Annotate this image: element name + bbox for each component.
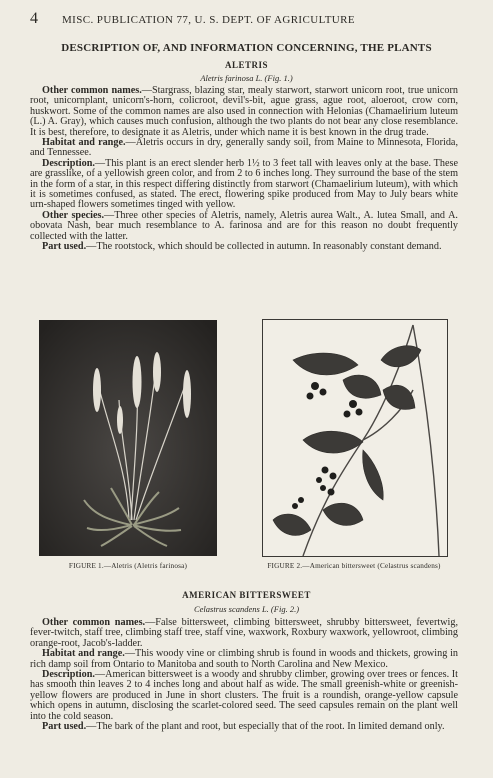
figure-1-caption: FIGURE 1.—Aletris (Aletris farinosa) [68, 562, 188, 570]
aletris-species-text: —Three other species of Aletris, namely, Aletris aurea Walt., A. lutea Small, and A. obovata Nash, bear much resemblance to A. farinosa and are for this reason no doubt frequently collected with the latter. [30, 209, 458, 242]
bittersweet-description-label: Description. [42, 669, 95, 681]
aletris-other-names [30, 86, 458, 138]
bittersweet-other-names-text: —False bittersweet, climbing bittersweet, shrubby bittersweet, fevertwig, fever-twitch, staff tree, climbing staff tree, staff vine, waxwork, Roxbury waxwork, yellowroot, climbing orange-root, Jacob's-ladder. [30, 617, 458, 649]
aletris-plant-illustration [39, 320, 217, 556]
bittersweet-other-names-label: Other common names. [42, 617, 146, 628]
figure-1-aletris-photo [39, 320, 217, 556]
figure-2-bittersweet-illustration [262, 319, 448, 557]
figure-2-caption: FIGURE 2.—American bittersweet (Celastrus scandens) [267, 562, 441, 570]
aletris-habitat-label: Habitat and range. [42, 137, 126, 149]
bittersweet-plant-drawing [263, 320, 447, 556]
aletris-species-label: Other species. [42, 209, 104, 221]
aletris-latin-name: Aletris farinosa L. (Fig. 1.) [200, 73, 293, 83]
aletris-other-names-text: —Stargrass, blazing star, mealy starwort, starwort unicorn root, true unicorn root, unicornplant, unicorn's-horn, colicroot, devil's-bit, ague grass, ague root, aloeroot, crow corn, huskwort. Some of the common names are also used in connection with Helonias (Chamaelirium luteum (L.) A. Gray), which causes much confusion, although the two plants do not bear any close resemblance. It is best, therefore, to designate it as Aletris, under which name it is best known in the drug trade. [30, 85, 458, 138]
aletris-text-block [30, 86, 458, 253]
aletris-habitat-text: —Aletris occurs in dry, generally sandy soil, from Maine to Minnesota, Florida, and Tennessee. [30, 137, 458, 159]
bittersweet-description-text: —American bittersweet is a woody and shrubby climber, growing over trees or fences. It has smooth thin leaves 2 to 4 inches long and about half as wide. The small greenish-white or greenish-yellow flowers are produced in June in short clusters. The fruit is a roundish, orange-yellow capsule which opens in autumn, disclosing the scarlet-colored seed. The seed capsules remain on the plant well into the cold season. [30, 669, 458, 722]
aletris-description-text: —This plant is an erect slender herb 1½ to 3 feet tall with leaves only at the base. These are grasslike, of a yellowish green color, and from 2 to 6 inches long. They surround the base of the stem in the form of a star, in this respect differing distinctly from starwort (Chamaelirium luteum), with which it is sometimes confused, as stated. The erect, flowering spike produced from May to July bears white urn-shaped flowers sometimes tinged with yellow. [30, 157, 458, 211]
bittersweet-part-text: —The bark of the plant and root, but especially that of the root. In limited demand only. [86, 721, 445, 733]
bittersweet-habitat [30, 649, 458, 670]
bittersweet-heading: AMERICAN BITTERSWEET [182, 590, 311, 600]
publication-title: MISC. PUBLICATION 77, U. S. DEPT. OF AGRICULTURE [62, 14, 356, 26]
aletris-other-species [30, 211, 458, 242]
running-header [30, 12, 470, 28]
aletris-part-text: —The rootstock, which should be collected in autumn. In reasonably constant demand. [86, 241, 442, 253]
bittersweet-other-names [30, 618, 458, 649]
aletris-habitat [30, 138, 458, 159]
bittersweet-habitat-label: Habitat and range. [42, 648, 125, 660]
aletris-other-names-label: Other common names. [42, 85, 142, 96]
aletris-part-label: Part used. [42, 241, 87, 253]
bittersweet-latin-name: Celastrus scandens L. (Fig. 2.) [193, 604, 300, 614]
bittersweet-text-block [30, 618, 458, 732]
section-heading: DESCRIPTION OF, AND INFORMATION CONCERNING, THE PLANTS [61, 42, 432, 54]
page-number: 4 [30, 10, 38, 27]
bittersweet-description [30, 670, 458, 722]
bittersweet-habitat-text: —This woody vine or climbing shrub is found in woods and thickets, growing in rich damp soil from Ontario to Manitoba and south to North Carolina and New Mexico. [30, 648, 459, 670]
aletris-description-label: Description. [42, 157, 95, 169]
aletris-part-used [30, 242, 458, 252]
aletris-heading: ALETRIS [224, 60, 268, 70]
bittersweet-part-used [30, 722, 458, 732]
bittersweet-part-label: Part used. [42, 721, 87, 733]
aletris-description [30, 159, 458, 211]
